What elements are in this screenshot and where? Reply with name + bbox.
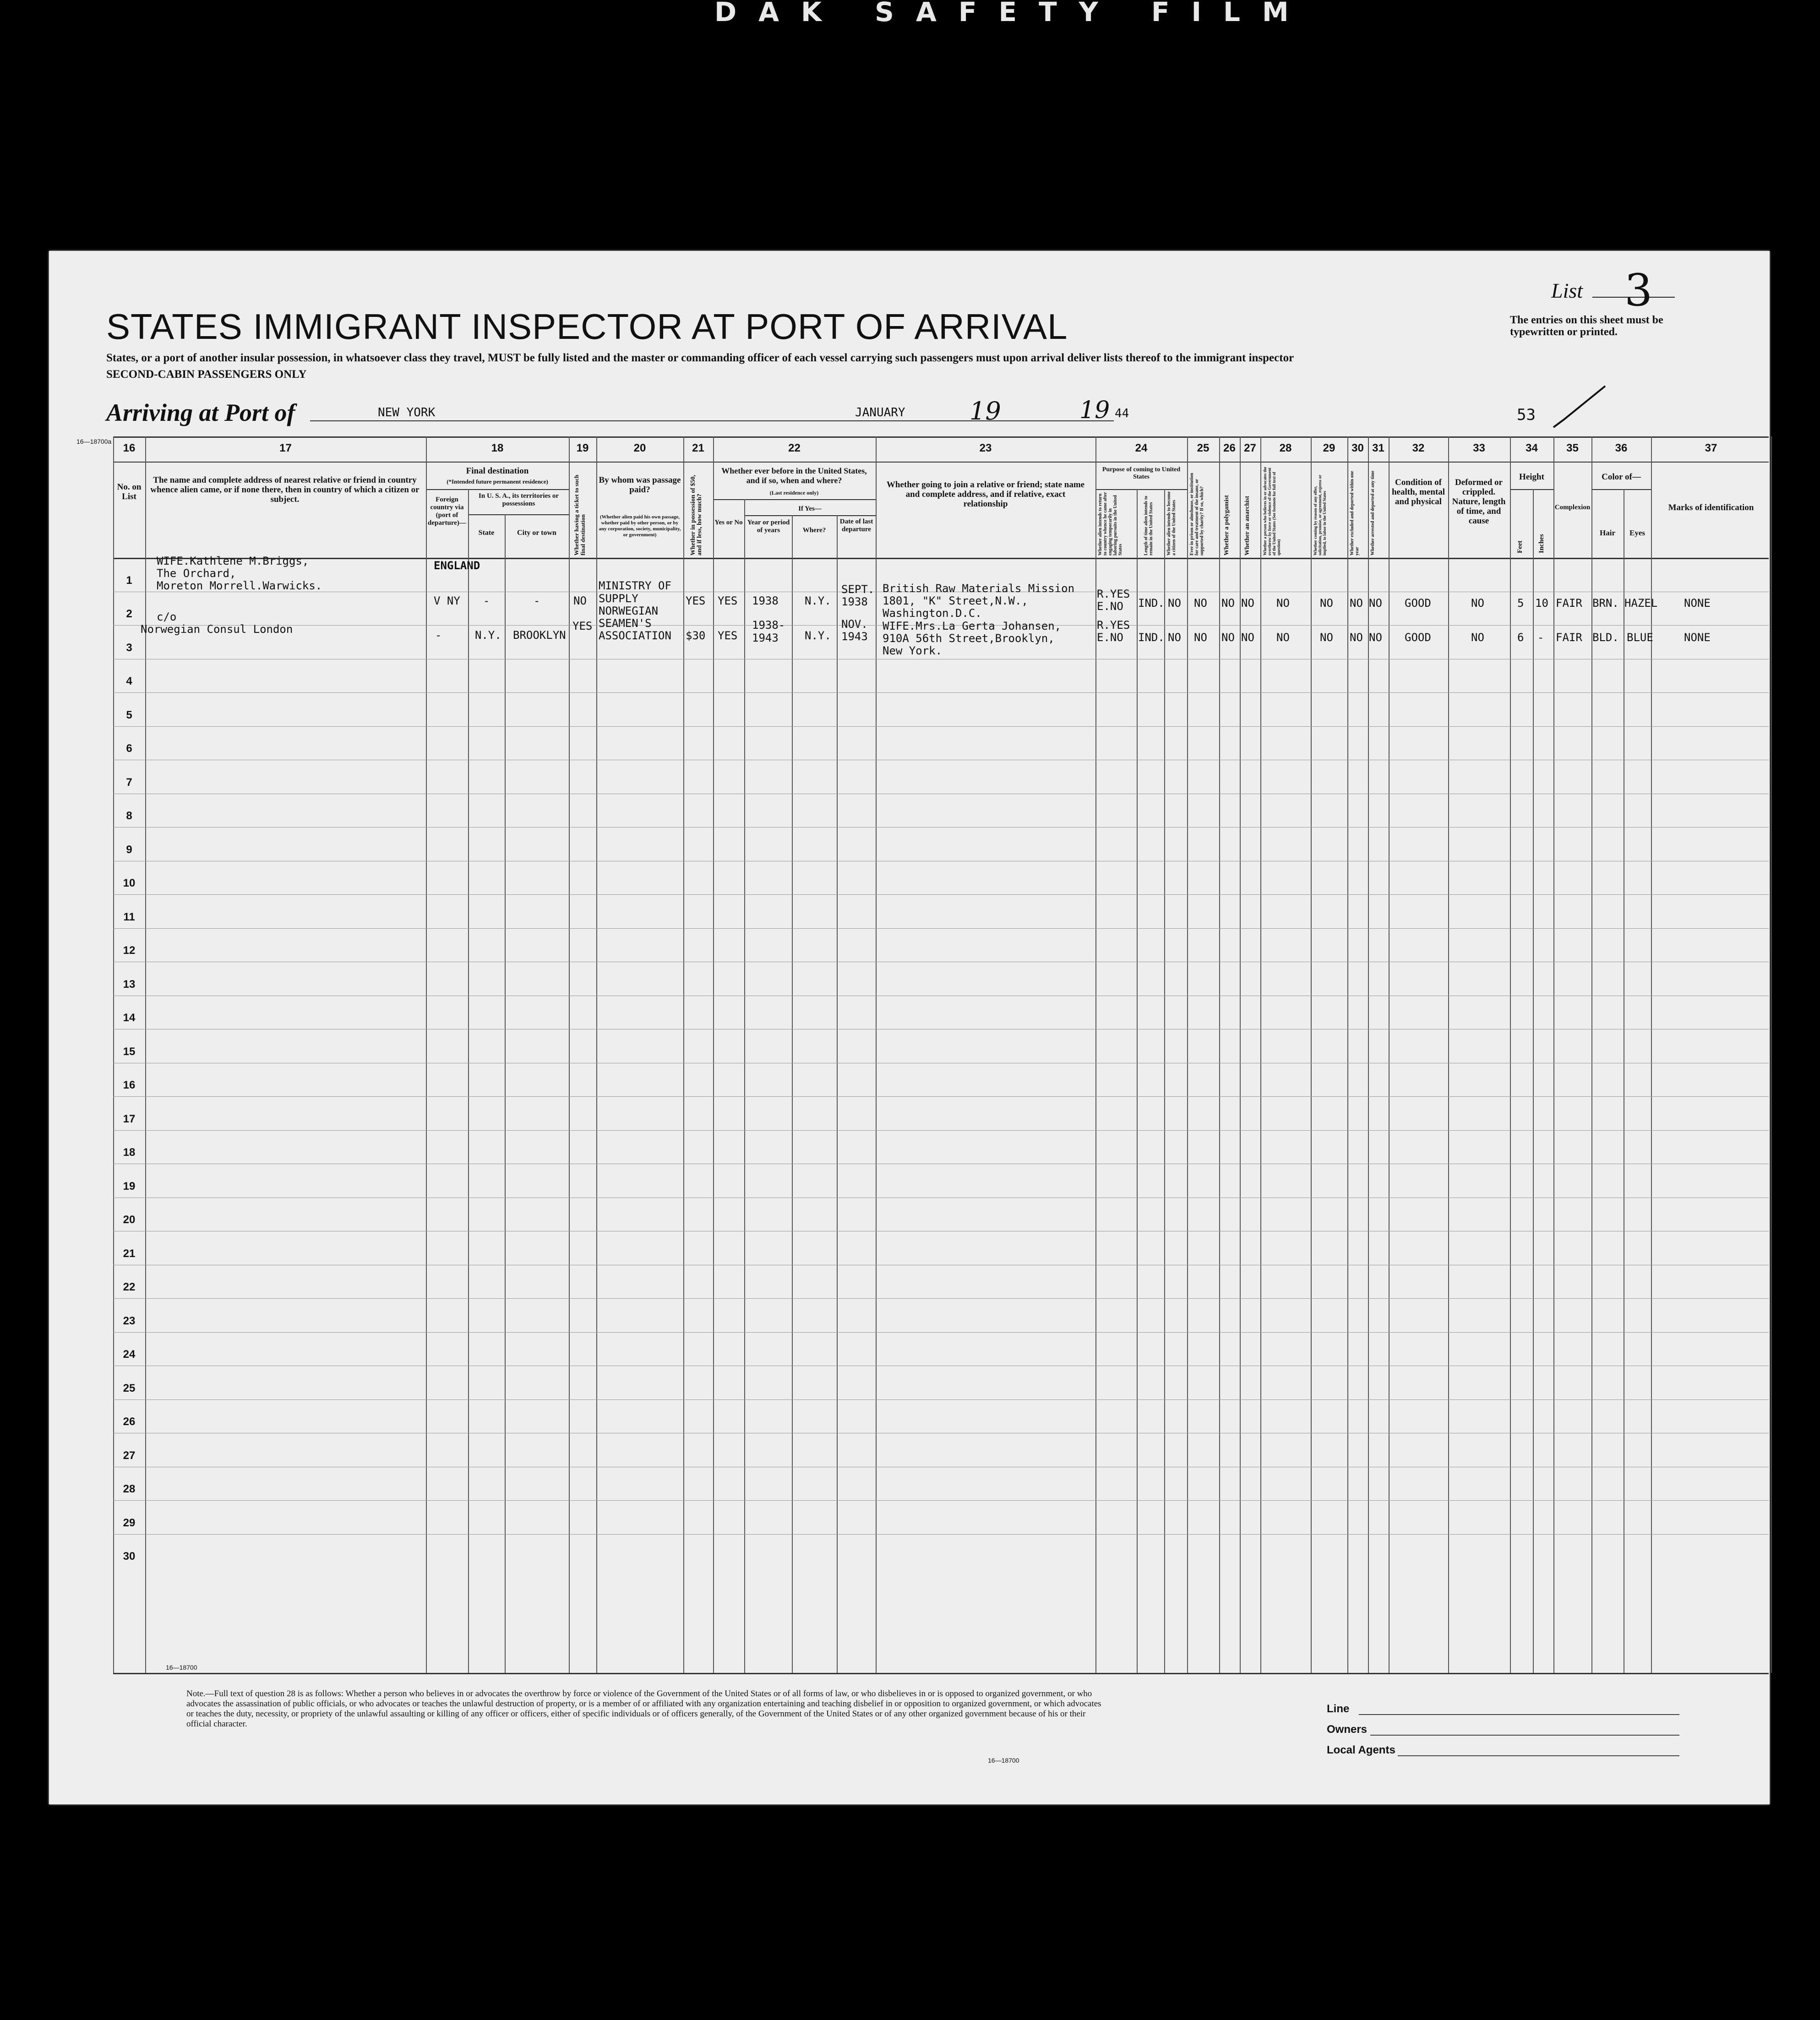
col-divider (1260, 436, 1261, 1673)
table-bottom-rule (113, 1673, 1769, 1674)
hdr-city: City or town (517, 529, 556, 537)
p1-purpose-1: R.YES (1097, 588, 1130, 600)
col-divider (713, 436, 714, 1673)
row-number: 21 (123, 1247, 136, 1260)
hdr-foreign-country: Foreign country via (port of departure)— (428, 496, 466, 527)
hdr-feet: Feet (1516, 540, 1524, 553)
film-edge (714, 0, 1820, 27)
hdr-purpose-length: Length of time alien intends to remain in the United States (1144, 495, 1154, 555)
p1-departure-2: 1938 (841, 595, 868, 608)
hdr-arrested: Whether arrested and deported at any time (1370, 470, 1375, 555)
p2-joining-3: New York. (883, 644, 943, 657)
row-number: 20 (123, 1214, 136, 1226)
hdr-final-destination: Final destination (466, 466, 529, 476)
hdr-color-of: Color of— (1602, 472, 1641, 482)
c18-usa-rule (468, 514, 569, 515)
p2-foreign-country: - (435, 629, 442, 642)
hdr-hair: Hair (1600, 528, 1615, 537)
manifest-sheet (49, 251, 1770, 1804)
p2-health: GOOD (1405, 631, 1431, 644)
p1-money: YES (686, 594, 706, 607)
row-number: 5 (126, 708, 132, 721)
row-number: 14 (123, 1012, 136, 1024)
owners-label: Owners (1327, 1723, 1368, 1736)
c34-sub-rule (1510, 489, 1553, 490)
p1-joining-2: 1801, "K" Street,N.W., (883, 594, 1028, 607)
row-number: 9 (126, 843, 132, 856)
p2-overthrow: NO (1276, 631, 1290, 644)
month-value: JANUARY (855, 406, 905, 419)
colnum-26: 26 (1223, 442, 1236, 454)
table-row-rule (113, 1298, 1769, 1299)
p1-joining-3: Washington.D.C. (883, 607, 982, 620)
hdr-no-on-list: No. on List (117, 482, 142, 501)
form-code-small: 16—18700 (166, 1664, 197, 1671)
hdr-joining: Whether going to join a relative or friend; state name and complete address, and if relative, exact relationship (886, 480, 1085, 509)
table-row-rule (113, 1399, 1769, 1400)
col-divider (1510, 436, 1511, 1673)
p2-purpose-2: E.NO (1097, 631, 1123, 644)
row-number: 3 (126, 641, 132, 654)
hdr-state: State (478, 529, 495, 537)
p1-years: 1938 (752, 594, 779, 607)
p2-citizen: NO (1168, 631, 1181, 644)
hdr-polygamist: Whether a polygamist (1223, 495, 1230, 555)
row-number: 11 (123, 910, 135, 923)
hdr-labor-offer: Whether coming by reason of any offer, solicitation, promise, or agreement, express or implied, to labor in the United States (1313, 474, 1327, 555)
p1-relative-2: The Orchard, (157, 567, 236, 580)
table-row-rule (113, 1500, 1769, 1501)
row-number: 26 (123, 1416, 136, 1428)
colnum-17: 17 (279, 442, 292, 454)
hdr-money: Whether in possession of $50, and if less, how much? (690, 475, 703, 555)
hdr-overthrow: Whether a person who believes in or advocates the overthrow by force or violence of the Government of the United States (See footnote for full text of question) (1263, 467, 1281, 555)
colnum-29: 29 (1323, 442, 1335, 454)
hdr-final-destination-sub: (*Intended future permanent residence) (447, 478, 548, 485)
row-number: 24 (123, 1348, 136, 1361)
p1-paid-by-1: MINISTRY OF (599, 579, 671, 592)
hdr-health: Condition of health, mental and physical (1391, 478, 1445, 506)
day-value: 19 (970, 397, 1001, 425)
year-suffix: 44 (1115, 407, 1129, 420)
checkmark-icon (1551, 384, 1611, 434)
c36-sub-rule (1591, 489, 1651, 490)
colnum-35: 35 (1566, 442, 1579, 454)
p2-excluded: NO (1350, 631, 1363, 644)
p1-excluded: NO (1350, 597, 1363, 610)
hdr-ticket: Whether having a ticket to such final destination (573, 474, 586, 555)
p2-departure-1: NOV. (841, 618, 868, 631)
p2-state: N.Y. (475, 629, 501, 642)
hdr-passage-paid: By whom was passage paid? (599, 475, 681, 495)
page-stamp: 53 (1517, 406, 1536, 424)
p2-purpose-1: R.YES (1097, 619, 1130, 632)
agents-signature-line (1398, 1755, 1679, 1756)
footnote-question-28: Note.—Full text of question 28 is as follows: Whether a person who believes in or advocates the overthrow by force or violence of the Government of the United States or of all forms of law, or who disbelieves in or is opposed to organized government, or who advocates the assassination of public officials, or who advocates or teaches the unlawful destruction of property, or is a member of or affiliated with any organization entertaining and teaching disbelief in or opposition to organized government, or which advocates or teaches the duty, necessity, or propriety of the unlawful assaulting or killing of any officer or officers, either of specific individuals or of officers generally, of the Government of the United States or of any other organized government because of his or their official character. (186, 1689, 1101, 1729)
hdr-ever-before: Whether ever before in the United States, and if so, when and where? (721, 466, 867, 485)
p1-arrested: NO (1369, 597, 1382, 610)
row-number: 6 (126, 742, 132, 755)
col-divider (1771, 436, 1772, 1673)
col-divider (792, 515, 793, 1673)
col-divider (145, 436, 146, 1673)
p1-via: V NY (434, 594, 460, 607)
row-number: 2 (126, 608, 132, 620)
hdr-yes-no: Yes or No (714, 519, 743, 526)
col-divider (837, 515, 838, 1673)
hdr-height: Height (1519, 472, 1544, 482)
hdr-where: Where? (802, 527, 826, 534)
row-number: 28 (123, 1483, 136, 1495)
hdr-inches: Inches (1538, 534, 1545, 553)
p1-inches: 10 (1535, 597, 1548, 610)
line-label: Line (1327, 1703, 1350, 1715)
row-number: 8 (126, 810, 132, 822)
table-row-rule (113, 726, 1769, 727)
colnum-34: 34 (1526, 442, 1538, 454)
hdr-deformed: Deformed or crippled. Nature, length of time, and cause (1452, 478, 1506, 526)
p1-where: N.Y. (805, 594, 831, 607)
row-number: 1 (126, 574, 132, 587)
p2-where: N.Y. (805, 629, 831, 642)
hdr-excluded: Whether excluded and deported within one year (1350, 471, 1360, 555)
col-divider (1095, 436, 1096, 1673)
hdr-purpose-citizen: Whether alien intends to become a citizen of the United States (1166, 491, 1177, 555)
p1-city: - (534, 594, 540, 607)
colnum-37: 37 (1705, 442, 1717, 454)
col-divider (1368, 436, 1369, 1673)
p1-state: - (483, 594, 490, 607)
col-divider (1553, 436, 1554, 1673)
colnum-31: 31 (1372, 442, 1384, 454)
colnum-rule (113, 462, 1769, 463)
table-row-rule (113, 692, 1769, 693)
col-divider (1651, 436, 1652, 1673)
col-divider (596, 436, 597, 1673)
col-divider (744, 499, 745, 1673)
table-row-rule (113, 1332, 1769, 1333)
row-number: 4 (126, 675, 132, 687)
p2-ticket: YES (572, 620, 593, 632)
col-divider (1389, 436, 1390, 1673)
colnum-25: 25 (1197, 442, 1210, 454)
hdr-date-departure: Date of last departure (839, 518, 873, 533)
table-row-rule (113, 1130, 1769, 1131)
col-divider (1591, 436, 1592, 1673)
p2-length: IND. (1138, 631, 1165, 644)
c22-sub-rule (713, 499, 876, 500)
p2-money: $30 (686, 629, 706, 642)
col-divider (876, 436, 877, 1673)
col-divider (683, 436, 684, 1673)
col-divider (1311, 436, 1312, 1673)
row-number: 13 (123, 978, 136, 991)
hdr-complexion: Complexion (1554, 504, 1591, 511)
hdr-purpose: Purpose of coming to United States (1102, 466, 1181, 480)
owners-signature-line (1370, 1735, 1679, 1736)
p2-years: 1938-1943 (752, 619, 785, 644)
p1-complexion: FAIR (1556, 597, 1582, 610)
p2-departure-2: 1943 (841, 630, 868, 643)
p2-marks: NONE (1684, 631, 1711, 644)
hdr-passage-paid-sub: (Whether alien paid his own passage, whether paid by other person, or by any corporation, society, municipality, or government) (599, 514, 681, 538)
p1-relative-1: WIFE.Kathlene M.Briggs, (157, 555, 309, 567)
date-line (784, 420, 1114, 421)
col-divider (1187, 436, 1188, 1673)
colnum-28: 28 (1279, 442, 1292, 454)
p1-deformed: NO (1471, 597, 1484, 610)
p1-hair: BRN. (1592, 597, 1619, 610)
colnum-27: 27 (1244, 442, 1256, 454)
p2-joining-2: 910A 56th Street,Brooklyn, (883, 632, 1055, 645)
col-divider (426, 436, 427, 1673)
p1-ever-before: YES (718, 594, 738, 607)
col-divider (1137, 489, 1138, 1673)
p2-deformed: NO (1471, 631, 1484, 644)
list-label: List (1551, 279, 1583, 302)
p2-complexion: FAIR (1556, 631, 1582, 644)
p1-ticket: NO (573, 594, 587, 607)
hdr-purpose-return: Whether alien intends to return to country whence he came after engaging temporarily in laboring pursuits in the United States (1098, 492, 1123, 555)
p2-anarchist: NO (1241, 631, 1254, 644)
table-top-rule (113, 436, 1769, 438)
col-divider (505, 514, 506, 1673)
p1-prison: NO (1194, 597, 1207, 610)
col-divider (1347, 436, 1348, 1673)
colnum-18: 18 (491, 442, 504, 454)
hdr-in-usa: In U. S. A., its territories or possessions (479, 492, 559, 507)
manifest-table (113, 436, 1769, 1682)
colnum-21: 21 (692, 442, 704, 454)
agents-label: Local Agents (1327, 1744, 1395, 1756)
c18-sub-rule (426, 489, 569, 490)
p1-foreign-country: ENGLAND (434, 559, 480, 572)
row-number: 30 (123, 1550, 136, 1563)
p2-paid-by-1: NORWEGIAN (599, 604, 659, 617)
p2-relative-1: c/o (157, 610, 177, 623)
row-number: 18 (123, 1146, 136, 1159)
port-value: NEW YORK (378, 406, 436, 419)
p2-eyes: BLUE (1627, 631, 1653, 644)
p2-paid-by-2: SEAMEN'S (599, 617, 652, 630)
p2-relative-2: Norwegian Consul London (141, 623, 293, 636)
p2-city: BROOKLYN (513, 629, 566, 642)
colnum-23: 23 (979, 442, 992, 454)
entries-note: The entries on this sheet must be typewritten or printed. (1510, 314, 1663, 338)
col-divider (569, 436, 570, 1673)
table-row-rule (113, 827, 1769, 828)
p2-prison: NO (1194, 631, 1207, 644)
header-bottom-rule (113, 558, 1769, 559)
p2-joining-1: WIFE.Mrs.La Gerta Johansen, (883, 620, 1062, 632)
c22-ifyes-rule (744, 515, 876, 516)
row-number: 16 (123, 1079, 136, 1091)
p2-ever-before: YES (718, 629, 738, 642)
row-number: 29 (123, 1516, 136, 1529)
p1-eyes: HAZEL (1624, 597, 1658, 610)
col-divider (468, 489, 469, 1673)
p2-paid-by-3: ASSOCIATION (599, 629, 671, 642)
hdr-relative: The name and complete address of nearest relative or friend in country whence alien came, or if none there, then in country of which a citizen or subject. (150, 475, 420, 504)
colnum-20: 20 (633, 442, 646, 454)
col-divider (1219, 436, 1220, 1673)
table-row-rule (113, 1534, 1769, 1535)
p1-purpose-2: E.NO (1097, 600, 1123, 613)
row-number: 23 (123, 1314, 136, 1327)
row-number: 12 (123, 944, 136, 957)
row-number: 22 (123, 1281, 136, 1293)
p1-departure-1: SEPT. (841, 583, 875, 596)
col-divider (1240, 436, 1241, 1673)
p1-feet: 5 (1517, 597, 1524, 610)
film-edge-text: DAK SAFETY FILM (714, 0, 1311, 27)
p1-labor-offer: NO (1320, 597, 1333, 610)
table-row-rule (113, 1096, 1769, 1097)
hdr-anarchist: Whether an anarchist (1244, 495, 1251, 555)
p1-anarchist: NO (1241, 597, 1254, 610)
line-signature-line (1359, 1714, 1679, 1715)
c24-sub-rule (1095, 489, 1187, 490)
instructions-line: States, or a port of another insular possession, in whatsoever class they travel, MUST be fully listed and the master or commanding officer of each vessel carrying such passengers must upon arrival deliver lists thereof to the immigrant inspector (106, 352, 1294, 364)
arriving-label: Arriving at Port of (106, 399, 295, 426)
row-number: 25 (123, 1382, 136, 1394)
hdr-ever-before-sub: (Last residence only) (769, 490, 819, 496)
p2-feet: 6 (1517, 631, 1524, 644)
col-divider (1164, 489, 1165, 1673)
colnum-22: 22 (788, 442, 801, 454)
port-line (310, 420, 814, 421)
p1-marks: NONE (1684, 597, 1711, 610)
colnum-30: 30 (1351, 442, 1364, 454)
p2-hair: BLD. (1592, 631, 1619, 644)
p1-joining-1: British Raw Materials Mission (883, 582, 1075, 595)
page-title: STATES IMMIGRANT INSPECTOR AT PORT OF ARRIVAL (106, 306, 1068, 347)
hdr-marks: Marks of identification (1668, 503, 1754, 512)
form-code-top: 16—18700a (76, 438, 112, 445)
list-number: 3 (1624, 265, 1653, 316)
table-row-rule (113, 928, 1769, 929)
row-number: 27 (123, 1449, 136, 1462)
p1-overthrow: NO (1276, 597, 1290, 610)
row-number: 7 (126, 776, 132, 789)
colnum-19: 19 (576, 442, 589, 454)
hdr-prison: Ever in prison or almshouse, or institution for care and treatment of the insane, or supported by charity? If so, which? (1189, 473, 1204, 555)
colnum-32: 32 (1412, 442, 1425, 454)
p1-polygamist: NO (1221, 597, 1235, 610)
col-divider (1533, 489, 1534, 1673)
colnum-24: 24 (1135, 442, 1148, 454)
p2-arrested: NO (1369, 631, 1382, 644)
row-number: 19 (123, 1180, 136, 1192)
row-number: 15 (123, 1045, 136, 1058)
class-line: SECOND-CABIN PASSENGERS ONLY (106, 368, 307, 381)
p1-citizen: NO (1168, 597, 1181, 610)
p1-relative-3: Moreton Morrell.Warwicks. (157, 579, 322, 592)
p1-paid-by-2: SUPPLY (599, 592, 638, 605)
form-code-bottom: 16—18700 (988, 1757, 1019, 1764)
row-number: 10 (123, 877, 136, 889)
year-prefix: 19 (1079, 397, 1110, 424)
col-divider (1448, 436, 1449, 1673)
p1-health: GOOD (1405, 597, 1431, 610)
p2-labor-offer: NO (1320, 631, 1333, 644)
p1-length: IND. (1138, 597, 1165, 610)
colnum-36: 36 (1615, 442, 1628, 454)
row-number: 17 (123, 1112, 136, 1125)
p2-polygamist: NO (1221, 631, 1235, 644)
p2-inches: - (1537, 631, 1544, 644)
hdr-if-yes: If Yes— (798, 505, 822, 512)
table-row-rule (113, 894, 1769, 895)
hdr-year: Year or period of years (747, 519, 790, 534)
colnum-16: 16 (123, 442, 136, 454)
colnum-33: 33 (1473, 442, 1485, 454)
hdr-eyes: Eyes (1629, 528, 1645, 537)
